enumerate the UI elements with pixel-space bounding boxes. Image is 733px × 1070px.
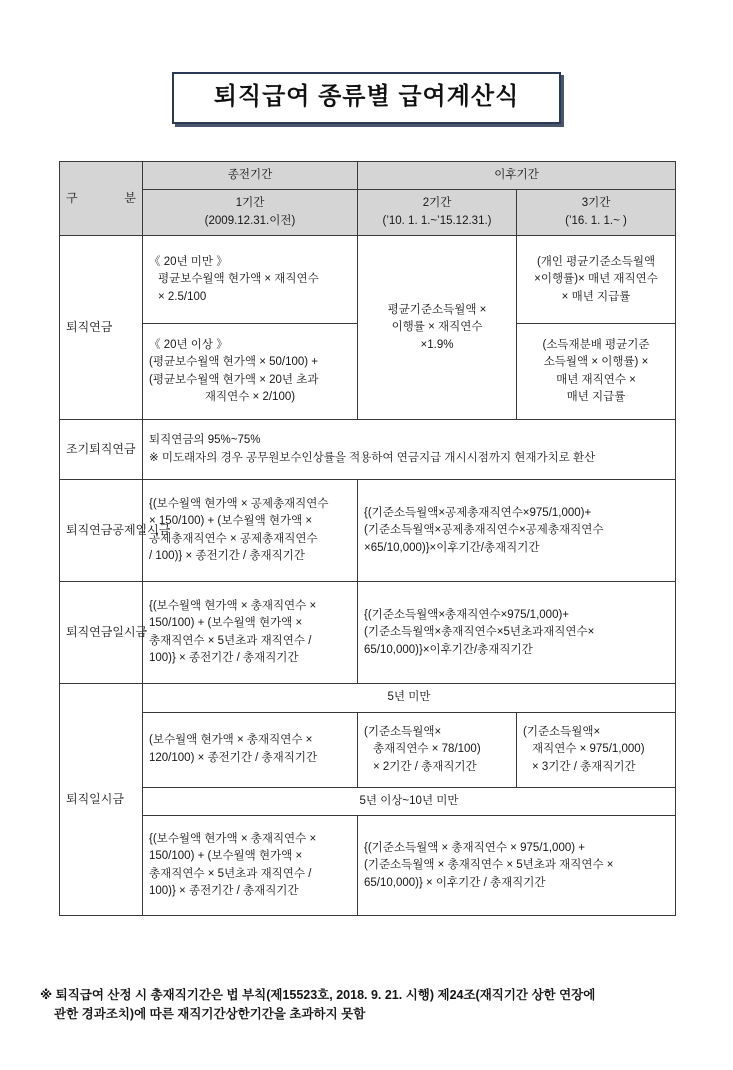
table-row-severance-sub2-title (60, 787, 676, 815)
lumpsum-p1-line3: 총재직연수 × 5년초과 재직연수 / (149, 634, 312, 647)
table-row-early-retirement-pension (60, 420, 676, 480)
row-label-pension-lumpsum-text: 퇴직연금일시금 (66, 625, 148, 640)
header-period-2-range: (’10. 1. 1.~’15.12.31.) (382, 214, 492, 227)
cell-pension-p3-individual (517, 236, 676, 324)
lumpsum-p1-line4: 100)} × 종전기간 / 총재직기간 (149, 652, 299, 665)
header-period-1 (143, 190, 358, 236)
row-label-severance-lumpsum-text: 퇴직일시금 (66, 792, 124, 807)
deduction-p1-line3: 공제총재직연수 × 공제총재직연수 (149, 532, 318, 545)
header-period-2-name: 2기간 (422, 197, 452, 210)
header-group-after: 이후기간 (358, 162, 676, 190)
benefit-formula-table (59, 161, 676, 916)
table-row-severance-sub1-title (60, 684, 676, 712)
title-banner (0, 72, 733, 124)
pension-under20-title: 《 20년 미만 》 (149, 255, 228, 268)
table-row-severance-sub1-formulas (60, 712, 676, 787)
severance-sub2-after-line2: (기준소득월액 × 총재직연수 × 5년초과 재직연수 × (364, 859, 614, 872)
row-label-early-retirement-pension (60, 420, 143, 480)
lumpsum-after-line1: {(기준소득월액×총재직연수×975/1,000)+ (364, 608, 570, 621)
pension-p3b-line2: 소득월액 × 이행률) × (543, 356, 649, 369)
title-box (172, 72, 562, 124)
lumpsum-after-line3: 65/10,000)}×이후기간/총재직기간 (364, 643, 533, 656)
cell-pension-deduction-after (358, 480, 676, 582)
pension-p2-line1: 평균기준소득월액 × (387, 303, 487, 316)
header-group-previous: 종전기간 (143, 162, 358, 190)
header-period-1-name: 1기간 (235, 197, 265, 210)
severance-sub2-title: 5년 이상~10년 미만 (143, 787, 676, 815)
cell-severance-sub1-p3 (517, 712, 676, 787)
pension-over20-line3: 재직연수 × 2/100) (204, 391, 296, 404)
pension-over20-line1: (평균보수월액 현가액 × 50/100) + (149, 356, 319, 369)
cell-severance-sub2-after (358, 816, 676, 916)
cell-severance-sub1-p2 (358, 712, 517, 787)
early-pension-line1: 퇴직연금의 95%~75% (149, 434, 261, 447)
header-division (60, 162, 143, 236)
header-period-3-name: 3기간 (581, 197, 611, 210)
cell-severance-sub1-p1 (143, 712, 358, 787)
severance-sub1-p1-line1: (보수월액 현가액 × 총재직연수 × (149, 734, 313, 747)
pension-p3b-line1: (소득재분배 평균기준 (542, 338, 650, 351)
severance-sub2-p1-line3: 총재직연수 × 5년초과 재직연수 / (149, 867, 312, 880)
header-period-3 (517, 190, 676, 236)
page-title: 퇴직급여 종류별 급여계산식 (213, 83, 520, 110)
severance-sub1-p3-line3: × 3기간 / 총재직기간 (532, 760, 636, 773)
early-pension-line2: ※ 미도래자의 경우 공무원보수인상률을 적용하여 연금지급 개시시점까지 현재가치로 환산 (149, 451, 596, 464)
pension-p3b-line3: 매년 재직연수 × (556, 373, 636, 386)
severance-sub1-p2-line2: 총재직연수 × 78/100) (373, 743, 481, 756)
cell-pension-lumpsum-p1 (143, 582, 358, 684)
severance-sub1-p1-line2: 120/100) × 종전기간 / 총재직기간 (149, 751, 318, 764)
pension-p2-line2: 이행률 × 재직연수 (391, 321, 483, 334)
table-row-retirement-pension-a (60, 236, 676, 324)
deduction-p1-line2: × 150/100) + (보수월액 현가액 × (149, 515, 313, 528)
severance-sub2-after-line1: {(기준소득월액 × 총재직연수 × 975/1,000) + (364, 841, 585, 854)
footnote-line-2: 관한 경과조치)에 따른 재직기간상한기간을 초과하지 못함 (54, 1007, 366, 1022)
table-header-row-1 (60, 162, 676, 190)
pension-over20-line2: (평균보수월액 현가액 × 20년 초과 (149, 373, 319, 386)
lumpsum-p1-line2: 150/100) + (보수월액 현가액 × (149, 617, 303, 630)
deduction-after-line3: ×65/10,000)}×이후기간/총재직기간 (364, 541, 540, 554)
pension-over20-title: 《 20년 이상 》 (149, 338, 228, 351)
severance-sub2-p1-line2: 150/100) + (보수월액 현가액 × (149, 850, 303, 863)
pension-p3b-line4: 매년 지급률 (566, 391, 626, 404)
table-row-severance-sub2-formulas (60, 816, 676, 916)
row-label-pension-lumpsum (60, 582, 148, 684)
cell-pension-lumpsum-after (358, 582, 676, 684)
cell-pension-p1-over20 (143, 324, 358, 420)
pension-p3a-line3: × 매년 지급률 (561, 290, 631, 303)
pension-p2-line3: ×1.9% (420, 338, 454, 351)
severance-sub2-p1-line1: {(보수월액 현가액 × 총재직연수 × (149, 832, 317, 845)
lumpsum-p1-line1: {(보수월액 현가액 × 총재직연수 × (149, 599, 317, 612)
row-label-retirement-pension (60, 236, 143, 420)
cell-early-retirement-pension (143, 420, 676, 480)
table-row-pension-deduction-lumpsum (60, 480, 676, 582)
deduction-after-line1: {(기준소득월액×공제총재직연수×975/1,000)+ (364, 506, 592, 519)
header-period-3-range: (’16. 1. 1.~ ) (565, 214, 627, 227)
row-label-retirement-pension-text: 퇴직연금 (66, 320, 113, 335)
cell-pension-deduction-p1 (143, 480, 358, 582)
severance-sub2-p1-line4: 100)} × 종전기간 / 총재직기간 (149, 885, 299, 898)
table-row-pension-lumpsum (60, 582, 676, 684)
row-label-early-retirement-pension-text: 조기퇴직연금 (66, 442, 136, 457)
severance-sub1-p3-line1: (기준소득월액× (523, 725, 601, 738)
header-division-label: 구 분 (66, 191, 136, 206)
pension-under20-line1: 평균보수월액 현가액 × 재직연수 (158, 273, 319, 286)
severance-sub2-after-line3: 65/10,000)} × 이후기간 / 총재직기간 (364, 876, 546, 889)
row-label-pension-deduction-lumpsum (60, 480, 171, 582)
cell-pension-p1-under20 (143, 236, 358, 324)
pension-p3a-line1: (개인 평균기준소득월액 (536, 255, 656, 268)
row-label-pension-deduction-lumpsum-text: 퇴직연금공제일시금 (66, 523, 171, 538)
lumpsum-after-line2: (기준소득월액×총재직연수×5년초과재직연수× (364, 626, 595, 639)
severance-sub1-p3-line2: 재직연수 × 975/1,000) (532, 743, 645, 756)
deduction-p1-line1: {(보수월액 현가액 × 공제총재직연수 (149, 497, 329, 510)
row-label-severance-lumpsum (60, 684, 143, 916)
header-period-2 (358, 190, 517, 236)
severance-sub1-title: 5년 미만 (143, 684, 676, 712)
pension-p3a-line2: ×이행률)× 매년 재직연수 (534, 273, 658, 286)
cell-pension-p3-redistribution (517, 324, 676, 420)
header-period-1-range: (2009.12.31.이전) (204, 214, 296, 227)
benefit-formula-table-wrap (59, 161, 675, 916)
cell-severance-sub2-p1 (143, 816, 358, 916)
cell-pension-p2 (358, 236, 517, 420)
footnote (40, 986, 705, 1025)
table-header-row-2 (60, 190, 676, 236)
severance-sub1-p2-line3: × 2기간 / 총재직기간 (373, 760, 477, 773)
pension-under20-line2: × 2.5/100 (158, 290, 207, 303)
deduction-after-line2: (기준소득월액×공제총재직연수×공제총재직연수 (364, 524, 604, 537)
deduction-p1-line4: / 100)} × 종전기간 / 총재직기간 (149, 550, 305, 563)
footnote-line-1: ※ 퇴직급여 산정 시 총재직기간은 법 부칙(제15523호, 2018. 9. 21. 시행) 제24조(재직기간 상한 연장에 (40, 988, 596, 1002)
severance-sub1-p2-line1: (기준소득월액× (364, 725, 442, 738)
